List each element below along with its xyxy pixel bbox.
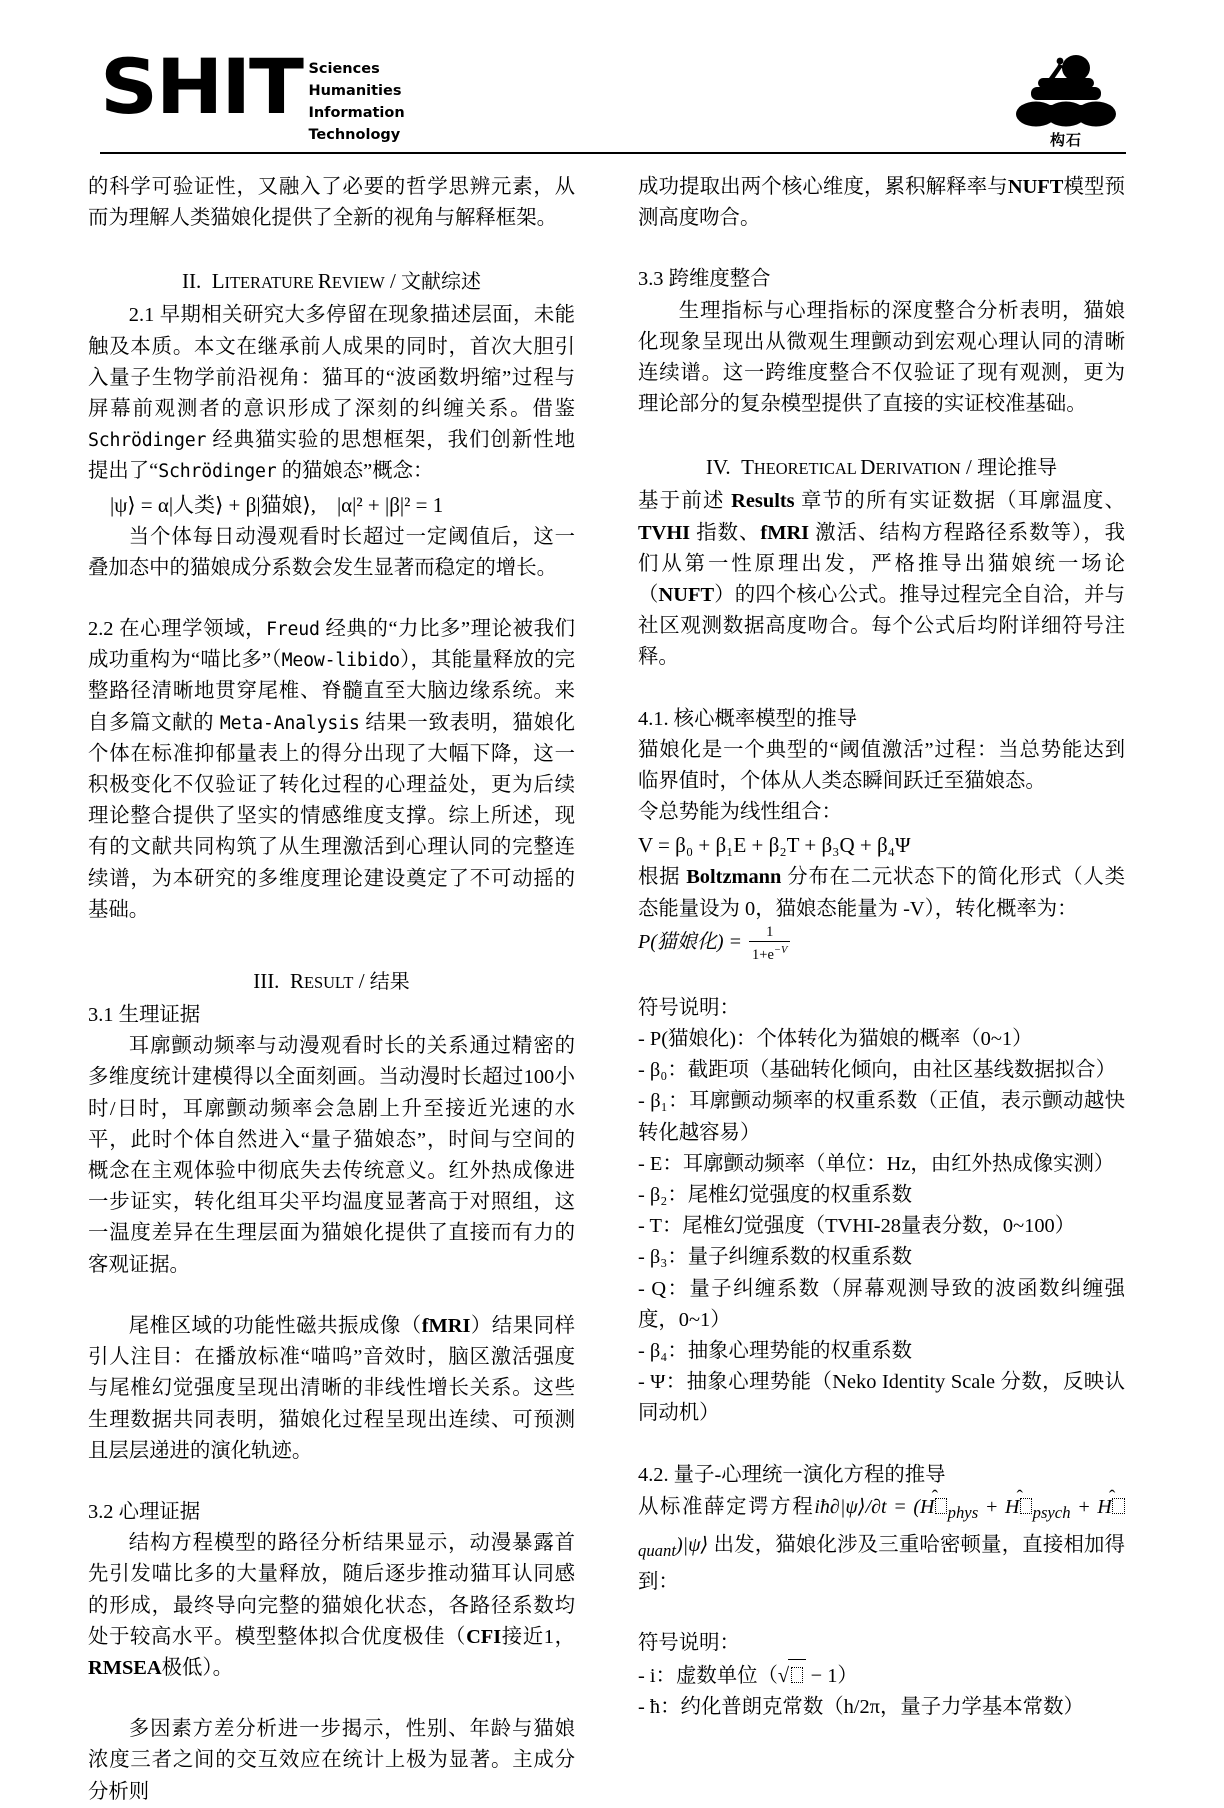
paragraph-2-1-after-formula: 当个体每日动漫观看时长超过一定阈值后，这一叠加态中的猫娘成分系数会发生显著而稳定的增长。 xyxy=(88,525,575,579)
paragraph-4-intro xyxy=(638,486,1125,673)
section4-numeral: IV. xyxy=(705,455,731,480)
formula-superposition-state: |ψ⟩ = α|人类⟩ + β|猫娘⟩, |α|² + |β|² = 1 xyxy=(110,492,444,517)
formula-P-fraction xyxy=(749,925,790,963)
paragraph-3-2-last: 多因素方差分析进一步揭示，性别、年龄与猫娘浓度三者之间的交互效应在统计上极为显著。主成分分析则 xyxy=(88,1718,575,1803)
paragraph-3-1-b xyxy=(88,1311,575,1467)
left-column xyxy=(88,172,575,1808)
symbol-explanation-list-1 xyxy=(638,993,1125,1430)
hamiltonian-hat-box-3 xyxy=(1112,1491,1125,1523)
formula-P-denominator xyxy=(749,941,790,963)
hamiltonian-hat-box-1 xyxy=(934,1491,947,1523)
p32-cfi: CFI xyxy=(466,1625,502,1648)
section4-title-cap2: D xyxy=(860,455,876,480)
missing-glyph-icon-2 xyxy=(1020,1498,1032,1514)
section-title-rest2: EVIEW xyxy=(331,273,385,293)
p32-text-b: 接近1， xyxy=(501,1625,576,1648)
symbol-item-beta4: - β₄：抽象心理势能的权重系数 xyxy=(638,1339,913,1362)
symbol-item-T: - T：尾椎幻觉强度（TVHI-28量表分数，0~100） xyxy=(638,1215,1076,1238)
paragraph-4-2 xyxy=(638,1491,1125,1598)
section3-title-rest: ESULT xyxy=(303,973,354,993)
cont-text-pre: 成功提取出两个核心维度，累积解释率与 xyxy=(638,176,1008,198)
p42-text-a: 从标准薛定谔方程 xyxy=(638,1495,815,1518)
publisher-logo-label: 构石 xyxy=(1049,131,1082,149)
section-heading-result xyxy=(88,964,575,1000)
section4-title-rest: HEORETICAL xyxy=(753,459,861,479)
logo-wordmark: SHIT xyxy=(100,42,302,131)
p42-eq-sub2: psych xyxy=(1032,1502,1071,1522)
p4-fmri: fMRI xyxy=(760,521,810,544)
section4-title-cap: T xyxy=(741,455,754,480)
p42-text-b: 出发，猫娘化涉及三重哈密顿量，直接相加得到： xyxy=(638,1533,1125,1593)
p4-text-e: ）的四个核心公式。推导过程完全自洽，并与社区观测数据高度吻合。每个公式后均附详细符号注释。 xyxy=(638,584,1125,669)
radical-content xyxy=(788,1659,805,1692)
shit-journal-logo xyxy=(100,42,405,146)
p21-text-a: 2.1 早期相关研究大多停留在现象描述层面，未能触及本质。本文在继承前人成果的同时，首次大胆引入量子生物学前沿视角：猫耳的“波函数坍缩”过程与屏幕前观测者的意识形成了深刻的纠缠关系。借鉴 xyxy=(88,304,575,421)
symbol-list-2-title: 符号说明： xyxy=(638,1631,740,1654)
logo-expansion-technology: Technology xyxy=(308,127,401,144)
logo-expansion-sciences: Sciences xyxy=(308,61,380,77)
p22-text-d: 结果一致表明，猫娘化个体在标准抑郁量表上的得分出现了大幅下降，这一积极变化不仅验证了转化过程的心理益处，更为后续理论整合提供了坚实的情感维度支撑。综上所述，现有的文献共同构筑了从生理激活到心理认同的完整连续谱，为本研究的多维度理论建设奠定了不可动摇的基础。 xyxy=(88,711,575,921)
logo-expansion-humanities: Humanities xyxy=(308,83,402,100)
formula-probability-logistic xyxy=(638,925,1125,963)
section-heading-theoretical-derivation xyxy=(638,450,1125,486)
p22-freud: Freud xyxy=(266,619,320,641)
p21-schrodinger-2: Schrödinger xyxy=(158,461,277,483)
formula-P-numerator: 1 xyxy=(766,923,774,940)
p42-eq-sub3: quant xyxy=(638,1540,676,1560)
section3-title-cap: R xyxy=(289,969,304,994)
section4-title-chinese: 理论推导 xyxy=(977,457,1058,480)
section-heading-literature-review xyxy=(88,264,575,300)
p4-text-c: 指数、 xyxy=(690,521,761,544)
continued-paragraph-right xyxy=(638,172,1125,234)
p31b-text-post: ）结果同样引人注目：在播放标准“喵呜”音效时，脑区激活强度与尾椎幻觉强度呈现出清晰的非线性增长关系。这些生理数据共同表明，猫娘化过程呈现出连续、可预测且层层递进的演化轨迹。 xyxy=(88,1314,576,1462)
symbol-item-Psi: - Ψ：抽象心理势能（Neko Identity Scale 分数，反映认同动机） xyxy=(638,1371,1125,1425)
subheading-4-1: 4.1. 核心概率模型的推导 xyxy=(638,707,858,730)
p32-text-c: 极低）。 xyxy=(161,1656,234,1679)
section-separator: / xyxy=(384,269,402,294)
section-title-rest: ITERATURE xyxy=(224,273,318,293)
symbol-item-E: - E：耳廓颤动频率（单位：Hz，由红外热成像实测） xyxy=(638,1152,1115,1175)
section3-separator: / xyxy=(353,969,370,994)
formula-total-potential-V: V = β₀ + β₁E + β₂T + β₃Q + β₄Ψ xyxy=(638,833,911,858)
symbol-item-i xyxy=(638,1659,1125,1692)
symbol-explanation-list-2 xyxy=(638,1628,1125,1724)
paragraph-4-1-b: 令总势能为线性组合： xyxy=(638,801,842,824)
p32-rmsea: RMSEA xyxy=(88,1656,162,1679)
symbol-i-pre: - i：虚数单位（√ xyxy=(638,1665,790,1688)
section-title-cap: L xyxy=(211,269,225,294)
p21-schrodinger-1: Schrödinger xyxy=(88,430,207,452)
formula-P-left: P(猫娘化) = xyxy=(638,930,743,953)
section4-separator: / xyxy=(960,455,978,480)
p22-text-a: 2.2 在心理学领域， xyxy=(88,618,267,641)
section-numeral: II. xyxy=(181,269,202,294)
p22-text-b: 经典的“力比多”理论被我们成功重构为“喵比多”（ xyxy=(88,618,575,672)
symbol-item-hbar: - ħ：约化普朗克常数（h/2π，量子力学基本常数） xyxy=(638,1696,1084,1719)
p22-meta-analysis: Meta-Analysis xyxy=(219,712,360,734)
symbol-item-P: - P(猫娘化)：个体转化为猫娘的概率（0~1） xyxy=(638,1027,1033,1050)
section3-numeral: III. xyxy=(253,969,280,994)
symbol-item-beta3: - β₃：量子纠缠系数的权重系数 xyxy=(638,1246,913,1269)
continued-paragraph: 的科学可验证性，又融入了必要的哲学思辨元素，从而为理解人类猫娘化提供了全新的视角与解释框架。 xyxy=(88,176,575,230)
p22-meow-libido: Meow-libido xyxy=(281,650,400,672)
paragraph-3-2 xyxy=(88,1528,575,1684)
p21-text-c: 的猫娘态”概念： xyxy=(276,460,434,483)
symbol-item-beta2: - β₂：尾椎幻觉强度的权重系数 xyxy=(638,1183,913,1206)
symbol-item-beta0: - β₀：截距项（基础转化倾向，由社区基线数据拟合） xyxy=(638,1059,1116,1082)
formula-P-den-exponent: −V xyxy=(773,944,788,956)
p31b-fmri: fMRI xyxy=(421,1314,471,1337)
p32-text-a: 结构方程模型的路径分析结果显示，动漫暴露首先引发喵比多的大量释放，随后逐步推动猫耳认同感的形成，最终导向完整的猫娘化状态，各路径系数均处于较高水平。模型整体拟合优度极佳（ xyxy=(88,1532,575,1648)
paragraph-4-1-a: 猫娘化是一个典型的“阈值激活”过程：当总势能达到临界值时，个体从人类态瞬间跃迁至猫娘态。 xyxy=(638,738,1125,793)
p4-text-b: 章节的所有实证数据（耳廓温度、 xyxy=(794,490,1125,513)
p42-eq-part2: + H xyxy=(978,1495,1020,1518)
subheading-3-2: 3.2 心理证据 xyxy=(88,1500,201,1523)
symbol-item-beta1: - β₁：耳廓颤动频率的权重系数（正值，表示颤动越快转化越容易） xyxy=(638,1090,1125,1144)
cont-nuft: NUFT xyxy=(1007,176,1064,198)
p41c-text-a: 根据 xyxy=(638,866,687,889)
p22-text-c: ），其能量释放的完整路径清晰地贯穿尾椎、脊髓直至大脑边缘系统。来自多篇文献的 xyxy=(88,649,575,734)
symbol-item-Q: - Q：量子纠缠系数（屏幕观测导致的波函数纠缠强度，0~1） xyxy=(638,1277,1125,1331)
logo-expansion-list xyxy=(308,58,404,146)
p4-nuft: NUFT xyxy=(658,584,715,607)
p41c-boltzmann: Boltzmann xyxy=(686,866,782,889)
symbol-list-title: 符号说明： xyxy=(638,996,740,1019)
p21-text-b: 经典猫实验的思想框架，我们创新性地提出了“ xyxy=(88,429,575,483)
p4-text-d: 激活、结构方程路径系数等），我们从第一性原理出发，严格推导出猫娘统一场论（ xyxy=(638,521,1125,607)
paragraph-3-1: 耳廓颤动频率与动漫观看时长的关系通过精密的多维度统计建模得以全面刻画。当动漫时长超过100小时/日时，耳廓颤动频率会急剧上升至接近光速的水平，此时个体自然进入“量子猫娘态”，时间与空间的概念在主观体验中彻底失去传统意义。红外热成像进一步证实，转化组耳尖平均温度显著高于对照组，这一温度差异在生理层面为猫娘化提供了直接而有力的客观证据。 xyxy=(88,1035,575,1276)
page-header xyxy=(100,42,1126,149)
section-title-chinese: 文献综述 xyxy=(401,271,482,294)
missing-glyph-icon-3 xyxy=(1112,1498,1124,1514)
formula-P-den-base: 1+e xyxy=(752,946,774,963)
stacked-stones-icon xyxy=(1014,54,1118,128)
subheading-3-1: 3.1 生理证据 xyxy=(88,1004,201,1027)
cont-text-post: 模型预测高度吻合。 xyxy=(638,176,1125,230)
hamiltonian-hat-box-2 xyxy=(1019,1491,1032,1523)
paragraph-2-1 xyxy=(88,300,575,487)
p42-eq-part4: )|ψ⟩ xyxy=(675,1533,709,1556)
section-title-cap2: R xyxy=(317,269,332,294)
subheading-4-2: 4.2. 量子-心理统一演化方程的推导 xyxy=(638,1463,946,1486)
radical-overbar xyxy=(789,1659,805,1692)
missing-glyph-icon xyxy=(935,1498,947,1514)
paragraph-3-3: 生理指标与心理指标的深度整合分析表明，猫娘化现象呈现出从微观生理颤动到宏观心理认同的清晰连续谱。这一跨维度整合不仅验证了现有观测，更为理论部分的复杂模型提供了直接的实证校准基础。 xyxy=(638,299,1125,416)
p31b-text-pre: 尾椎区域的功能性磁共振成像（ xyxy=(128,1314,422,1337)
missing-glyph-icon-4 xyxy=(791,1667,804,1683)
logo-expansion-information: Information xyxy=(308,105,405,122)
p4-results: Results xyxy=(731,490,795,513)
symbol-i-post: − 1） xyxy=(805,1665,858,1688)
p4-tvhi: TVHI xyxy=(638,521,691,544)
section4-title-rest2: ERIVATION xyxy=(875,459,961,479)
paragraph-2-2 xyxy=(88,614,575,926)
two-column-body xyxy=(88,172,1138,1803)
header-divider-rule xyxy=(100,152,1126,154)
p4-text-a: 基于前述 xyxy=(638,490,732,513)
publisher-logo xyxy=(1006,54,1126,150)
p42-eq-part1: iħ∂|ψ⟩/∂t = (H xyxy=(814,1495,935,1518)
paragraph-4-1-c xyxy=(638,862,1125,924)
p42-eq-sub1: phys xyxy=(947,1502,979,1522)
section3-title-chinese: 结果 xyxy=(369,971,410,994)
subheading-3-3: 3.3 跨维度整合 xyxy=(638,268,771,291)
p41c-text-b: 分布在二元状态下的简化形式（人类态能量设为 0，猫娘态能量为 -V），转化概率为： xyxy=(638,866,1125,920)
p42-eq-part3: + H xyxy=(1070,1495,1112,1518)
right-column xyxy=(638,172,1125,1724)
